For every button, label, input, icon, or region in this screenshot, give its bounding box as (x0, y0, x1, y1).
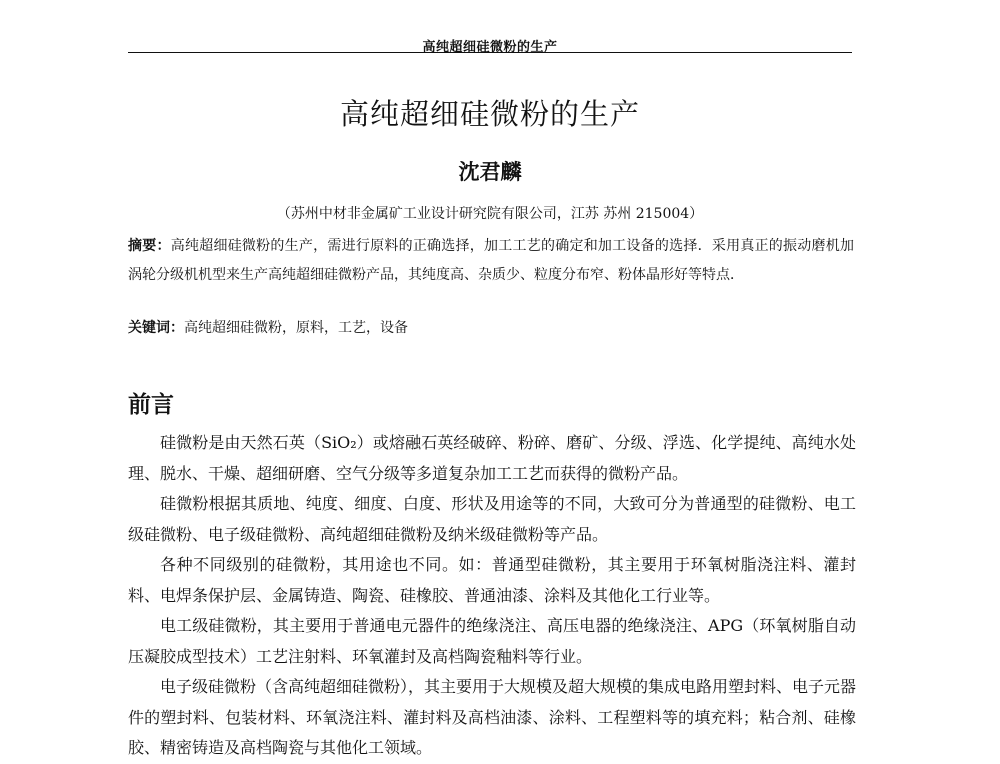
author-name: 沈君麟 (458, 160, 522, 184)
header-rule (128, 52, 852, 53)
body-paragraph: 硅微粉根据其质地、纯度、细度、白度、形状及用途等的不同，大致可分为普通型的硅微粉、电工级硅微粉、电子级硅微粉、高纯超细硅微粉及纳米级硅微粉等产品。 (128, 494, 856, 544)
section-heading: 前言 (128, 392, 174, 418)
body-paragraph: 电子级硅微粉（含高纯超细硅微粉），其主要用于大规模及超大规模的集成电路用塑封料、电子元器件的塑封料、包装材料、环氧浇注料、灌封料及高档油漆、涂料、工程塑料等的填充料；粘合剂、硅橡胶、精密铸造及高档陶瓷与其他化工领域。 (128, 677, 857, 757)
running-header: 高纯超细硅微粉的生产 (422, 40, 558, 55)
abstract-label: 摘要： (128, 238, 171, 254)
body-paragraph: 硅微粉是由天然石英（SiO₂）或熔融石英经破碎、粉碎、磨矿、分级、浮选、化学提纯、高纯水处理、脱水、干燥、超细研磨、空气分级等多道复杂加工工艺而获得的微粉产品。 (128, 433, 856, 483)
keywords (128, 317, 854, 339)
author-affiliation: （苏州中材非金属矿工业设计研究院有限公司，江苏 苏州 215004） (276, 206, 704, 222)
body-paragraph: 电工级硅微粉，其主要用于普通电元器件的绝缘浇注、高压电器的绝缘浇注、APG（环氧树脂自动压凝胶成型技术）工艺注射料、环氧灌封及高档陶瓷釉料等行业。 (128, 616, 856, 666)
paper-title: 高纯超细硅微粉的生产 (339, 97, 640, 131)
section-body (128, 428, 856, 764)
abstract-text: 高纯超细硅微粉的生产，需进行原料的正确选择，加工工艺的确定和加工设备的选择．采用真正的振动磨机加涡轮分级机机型来生产高纯超细硅微粉产品，其纯度高、杂质少、粒度分布窄、粉体晶形好等特点． (128, 238, 855, 283)
keywords-label: 关键词： (128, 320, 184, 336)
keywords-text: 高纯超细硅微粉，原料，工艺，设备 (184, 320, 408, 336)
abstract (128, 232, 854, 290)
body-paragraph: 各种不同级别的硅微粉，其用途也不同。如：普通型硅微粉，其主要用于环氧树脂浇注料、灌封料、电焊条保护层、金属铸造、陶瓷、硅橡胶、普通油漆、涂料及其他化工行业等。 (128, 555, 856, 605)
